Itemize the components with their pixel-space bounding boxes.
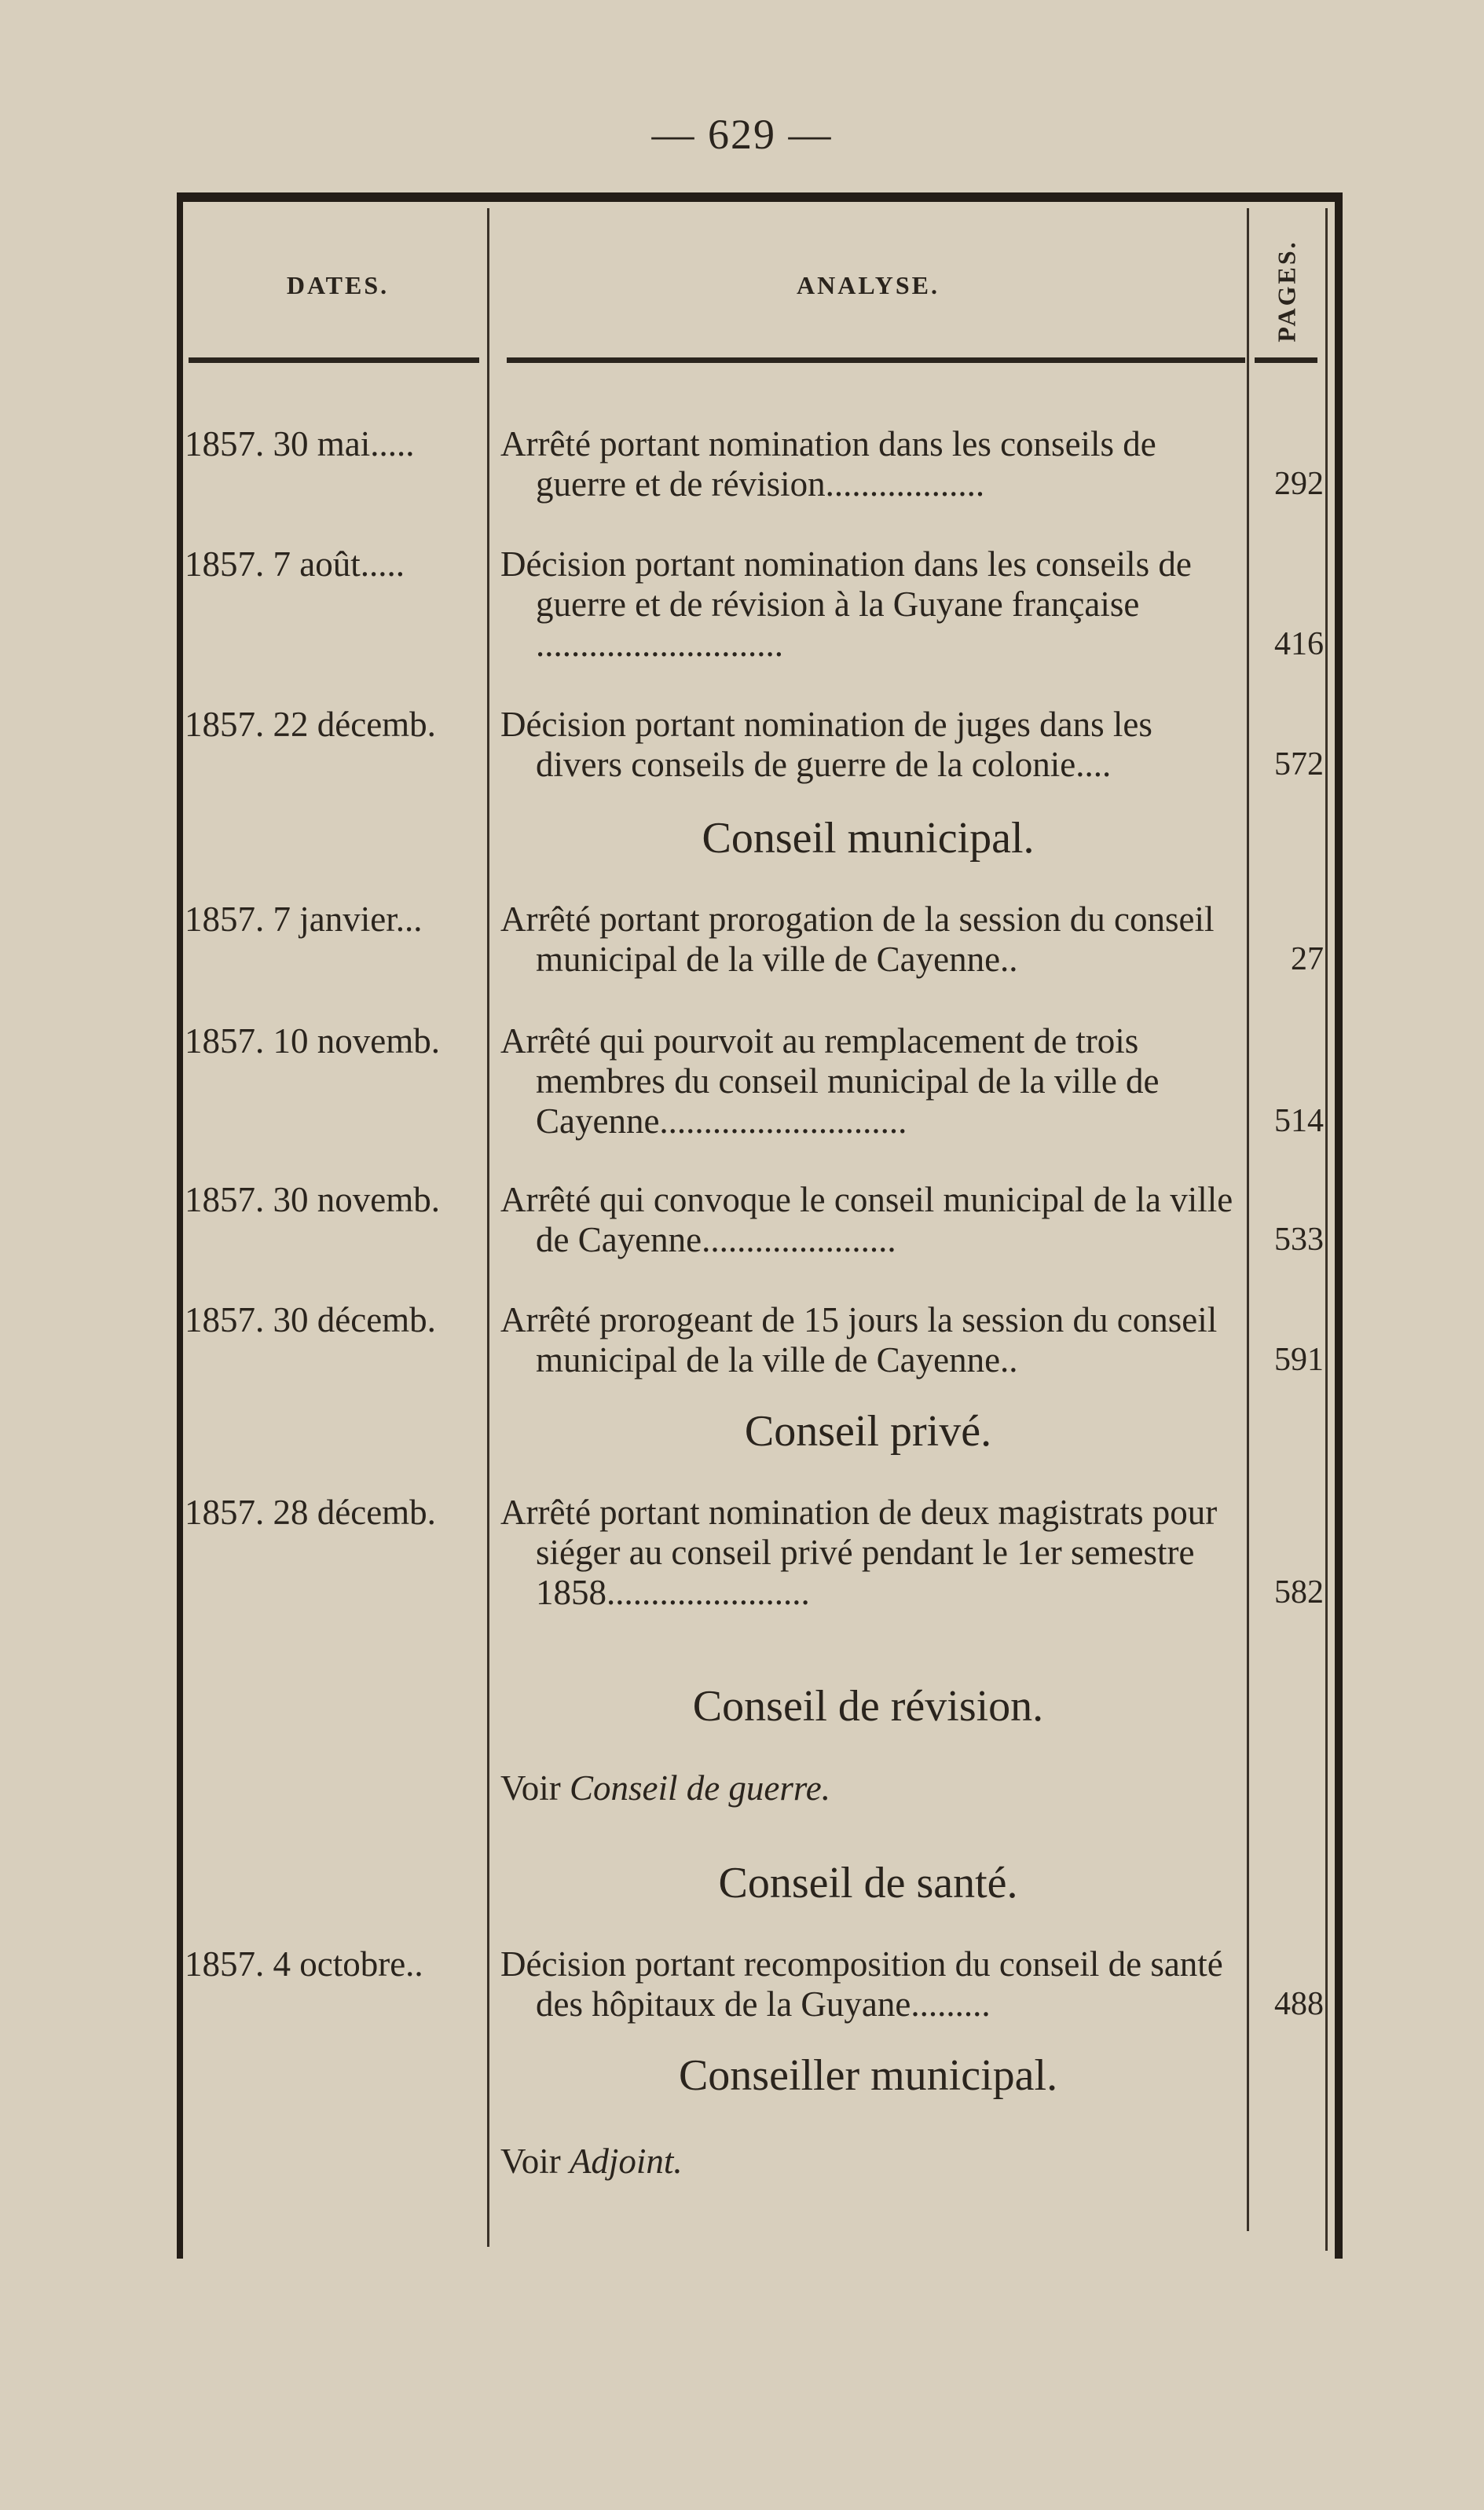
section-heading: Conseil de santé. — [718, 1859, 1018, 1907]
cross-reference-prefix: Voir — [500, 1768, 561, 1808]
entry-analysis — [500, 1493, 1243, 1613]
entry-page: 533 — [1274, 1222, 1324, 1258]
entry-date: 1857. 30 mai..... — [185, 424, 415, 464]
header-analyse: ANALYSE. — [797, 271, 940, 299]
entry-analysis — [500, 1180, 1243, 1260]
entry-analysis-text: Arrêté portant nomination dans les conseils de guerre et de révision.................. — [500, 424, 1156, 504]
section-heading: Conseil de révision. — [692, 1682, 1044, 1731]
page-number: — 629 — — [651, 111, 833, 158]
entry-date: 1857. 7 janvier... — [185, 900, 423, 939]
index-table — [177, 192, 1343, 2259]
entry-analysis — [500, 544, 1243, 665]
cross-reference-target: Adjoint. — [569, 2142, 683, 2181]
entry-page: 488 — [1274, 1986, 1324, 2022]
entry-analysis — [500, 1300, 1243, 1380]
entry-date: 1857. 7 août..... — [185, 544, 405, 584]
entry-date: 1857. 4 octobre.. — [185, 1944, 423, 1984]
entry-page: 27 — [1291, 941, 1324, 977]
header-pages-label: PAGES. — [1273, 239, 1301, 343]
entry-page: 591 — [1274, 1342, 1324, 1378]
section-heading: Conseil municipal. — [702, 814, 1035, 863]
section-heading: Conseil privé. — [744, 1407, 992, 1456]
entry-page: 582 — [1274, 1574, 1324, 1610]
column-divider-dates — [487, 208, 489, 2247]
table-top-rule — [177, 192, 1343, 202]
header-rule-analyse — [507, 357, 1245, 363]
entry-analysis — [500, 900, 1243, 980]
column-divider-pages — [1325, 208, 1328, 2251]
entry-analysis-text: Décision portant nomination dans les conseils de guerre et de révision à la Guyane française ............................ — [500, 544, 1192, 664]
entry-date: 1857. 22 décemb. — [185, 705, 436, 744]
entry-date: 1857. 30 novemb. — [185, 1180, 440, 1219]
entry-analysis — [500, 1021, 1243, 1141]
header-rule-pages — [1255, 357, 1317, 363]
cross-reference-prefix: Voir — [500, 2142, 561, 2181]
entry-date: 1857. 10 novemb. — [185, 1021, 440, 1061]
entry-page: 416 — [1274, 626, 1324, 662]
entry-analysis — [500, 705, 1243, 785]
entry-analysis — [500, 1944, 1243, 2024]
table-left-rule — [177, 192, 183, 2259]
entry-analysis-text: Arrêté portant prorogation de la session du conseil municipal de la ville de Cayenne.. — [500, 900, 1215, 979]
entry-analysis-text: Arrêté prorogeant de 15 jours la session du conseil municipal de la ville de Cayenne.. — [500, 1300, 1218, 1380]
entry-date: 1857. 30 décemb. — [185, 1300, 436, 1339]
cross-reference-target: Conseil de guerre. — [569, 1768, 830, 1808]
entry-analysis — [500, 424, 1243, 504]
entry-analysis-text: Arrêté portant nomination de deux magistrats pour siéger au conseil privé pendant le 1er semestre 1858....................... — [500, 1493, 1218, 1612]
cross-reference — [500, 1768, 830, 1808]
entry-analysis-text: Décision portant nomination de juges dans les divers conseils de guerre de la colonie.... — [500, 705, 1152, 784]
entry-page: 292 — [1274, 466, 1324, 502]
cross-reference — [500, 2141, 683, 2182]
entry-analysis-text: Arrêté qui convoque le conseil municipal de la ville de Cayenne...................... — [500, 1180, 1233, 1259]
entry-date: 1857. 28 décemb. — [185, 1493, 436, 1532]
table-right-rule — [1335, 192, 1343, 2259]
header-pages — [1250, 224, 1325, 357]
column-divider-analyse — [1247, 208, 1249, 2231]
entry-page: 572 — [1274, 746, 1324, 782]
header-dates: DATES. — [286, 271, 390, 299]
entry-analysis-text: Décision portant recomposition du conseil de santé des hôpitaux de la Guyane......... — [500, 1944, 1223, 2024]
section-heading: Conseiller municipal. — [678, 2051, 1058, 2100]
header-rule-dates — [189, 357, 479, 363]
entry-page: 514 — [1274, 1103, 1324, 1139]
entry-analysis-text: Arrêté qui pourvoit au remplacement de trois membres du conseil municipal de la ville de Cayenne............................ — [500, 1021, 1160, 1141]
